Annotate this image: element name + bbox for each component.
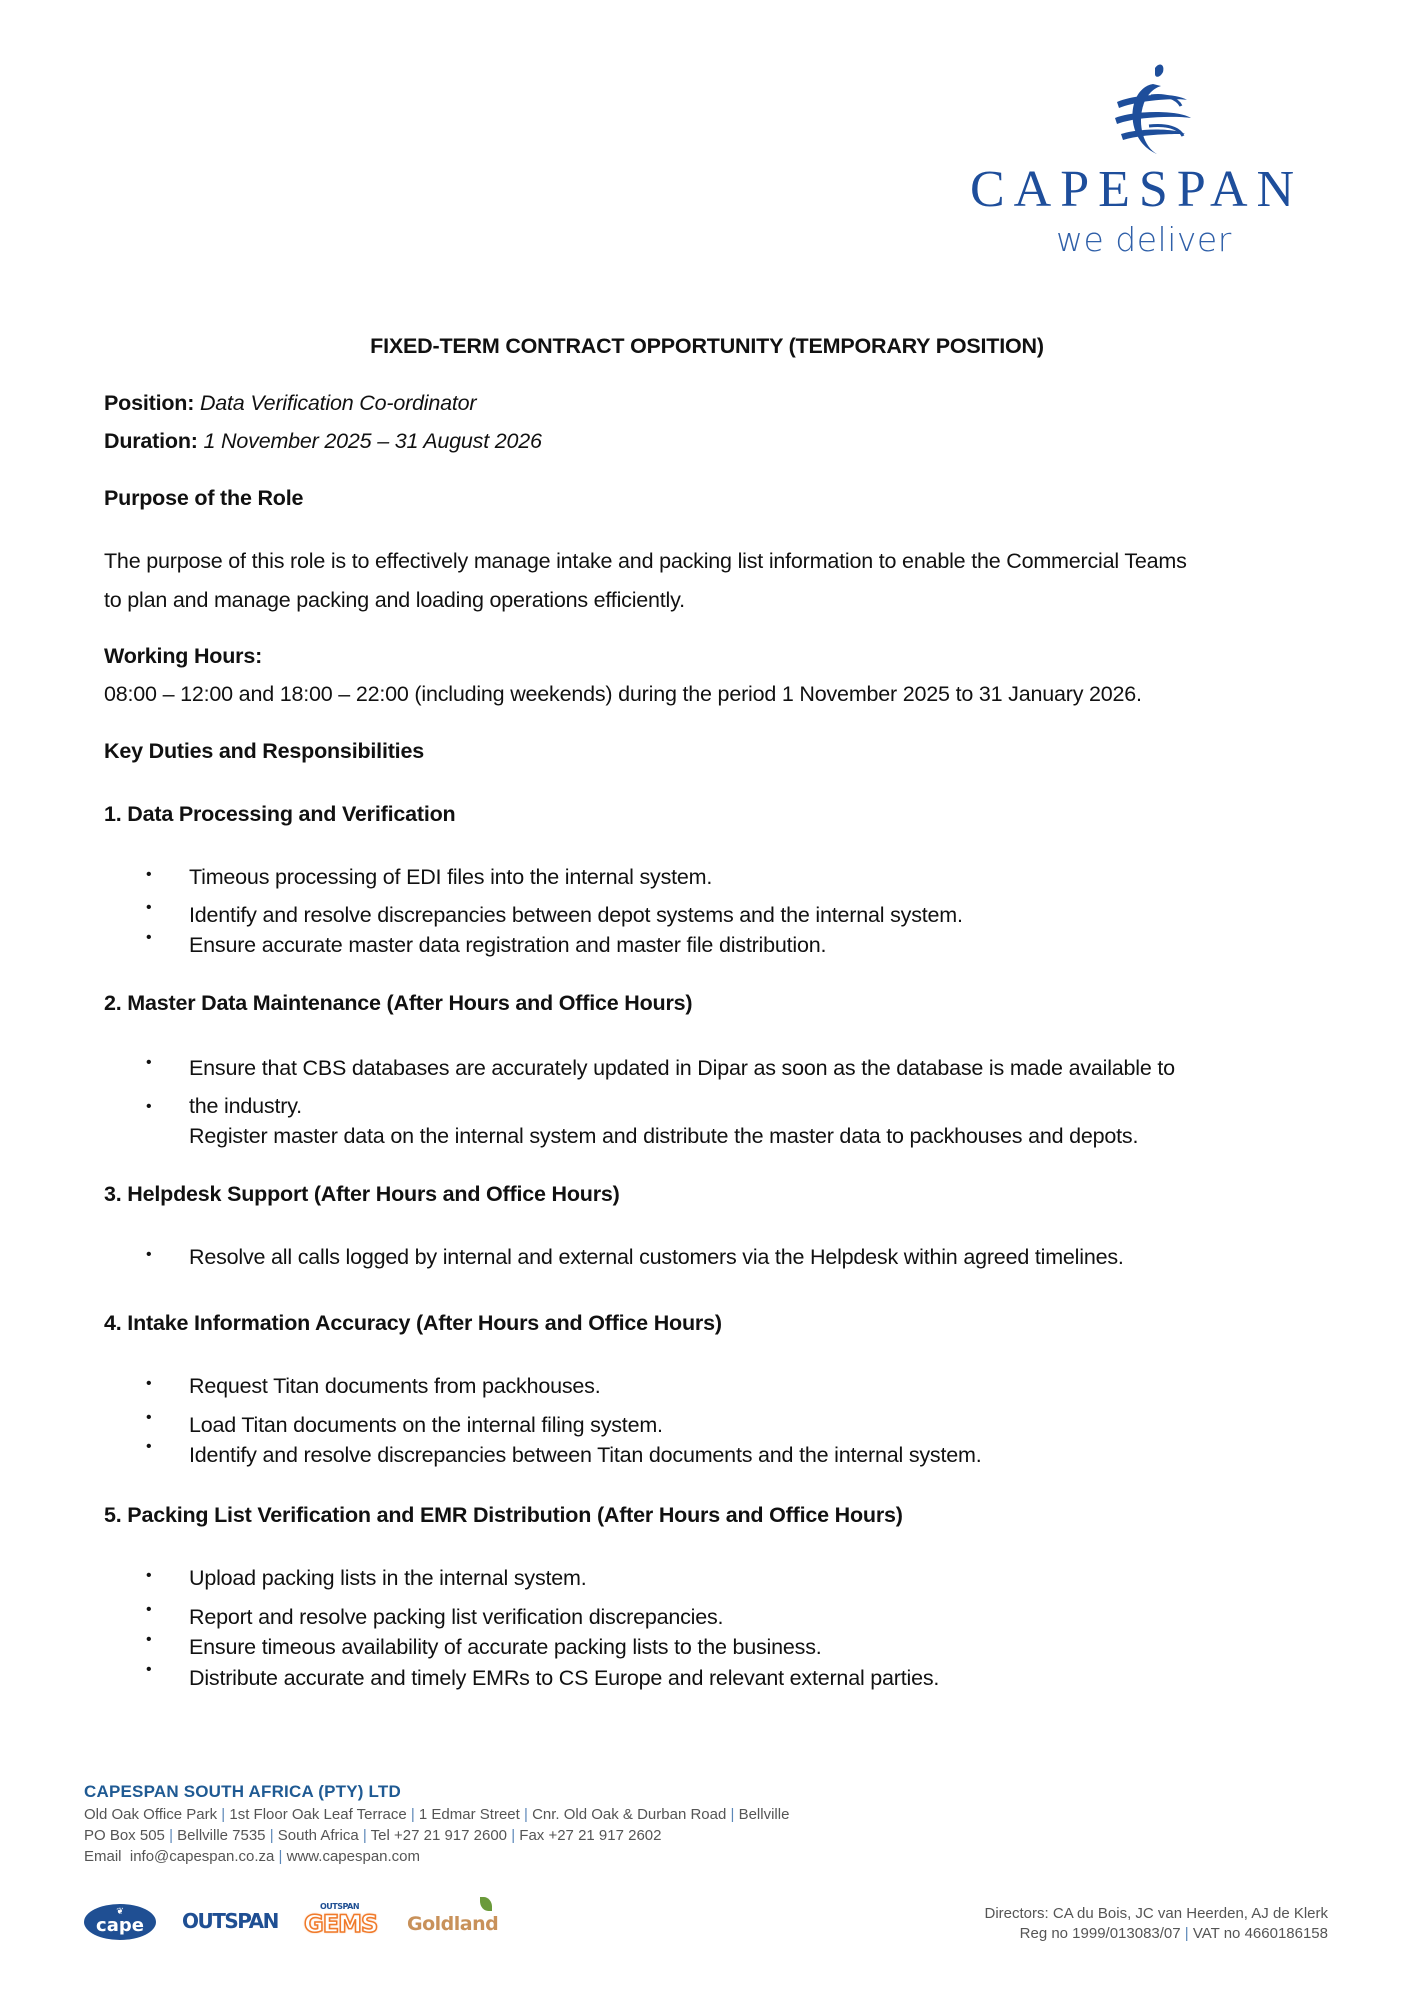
contact-part: Tel +27 21 917 2600 [370, 1827, 508, 1844]
logo-wordmark: CAPESPAN [970, 161, 1304, 218]
purpose-heading: Purpose of the Role [104, 486, 304, 510]
working-hours-text: 08:00 – 12:00 and 18:00 – 22:00 (including weekends) during the period 1 November 2025 to 31 January 2026. [104, 682, 1142, 706]
duration-value: 1 November 2025 – 31 August 2026 [203, 429, 542, 453]
position-line [104, 391, 476, 416]
goldland-brand-logo: Goldland [407, 1913, 499, 1935]
duties-heading: Key Duties and Responsibilities [104, 739, 424, 763]
list-item: Load Titan documents on the internal filing system. [189, 1413, 663, 1437]
purpose-text-line-1: The purpose of this role is to effectively manage intake and packing list information to enable the Commercial Teams [104, 549, 1187, 573]
bullet-icon: • [146, 1601, 152, 1618]
list-item: Ensure that CBS databases are accurately updated in Dipar as soon as the database is made available to [189, 1056, 1175, 1080]
address-part: Cnr. Old Oak & Durban Road [532, 1806, 727, 1823]
gems-brand-top: OUTSPAN [320, 1902, 360, 1911]
email-label: Email [84, 1848, 122, 1865]
list-item: the industry. [189, 1094, 302, 1118]
section-heading-2: 2. Master Data Maintenance (After Hours and Office Hours) [104, 991, 693, 1015]
outspan-brand-logo: OUTSPAN [182, 1909, 278, 1933]
email-link[interactable]: info@capespan.co.za [129, 1848, 275, 1865]
capespan-logo [970, 62, 1350, 272]
list-item: Register master data on the internal system and distribute the master data to packhouses and depots. [189, 1124, 1139, 1148]
bullet-icon: • [146, 1098, 152, 1115]
cape-brand-logo [84, 1904, 156, 1940]
address-part: Bellville [738, 1806, 790, 1823]
bullet-icon: • [146, 899, 152, 916]
bullet-icon: • [146, 929, 152, 946]
duration-label: Duration: [104, 429, 198, 453]
working-hours-heading: Working Hours: [104, 644, 263, 668]
purpose-text-line-2: to plan and manage packing and loading operations efficiently. [104, 588, 685, 612]
position-label: Position: [104, 391, 195, 415]
leaf-icon: ❦ [116, 1906, 124, 1916]
section-heading-1: 1. Data Processing and Verification [104, 802, 456, 826]
goldland-leaf-icon [480, 1897, 492, 1911]
bullet-icon: • [146, 1438, 152, 1455]
list-item: Resolve all calls logged by internal and external customers via the Helpdesk within agreed timelines. [189, 1245, 1124, 1269]
list-item: Upload packing lists in the internal system. [189, 1566, 587, 1590]
bullet-icon: • [146, 1375, 152, 1392]
position-value: Data Verification Co-ordinator [199, 391, 477, 415]
bullet-icon: • [146, 866, 152, 883]
gems-brand-logo: GEMS [304, 1910, 378, 1938]
footer-company-name: CAPESPAN SOUTH AFRICA (PTY) LTD [84, 1782, 401, 1801]
page-title: FIXED-TERM CONTRACT OPPORTUNITY (TEMPORARY POSITION) [370, 334, 1044, 358]
list-item: Ensure timeous availability of accurate packing lists to the business. [189, 1635, 822, 1659]
bullet-icon: • [146, 1567, 152, 1584]
contact-part: South Africa [277, 1827, 359, 1844]
duration-line [104, 429, 542, 454]
list-item: Distribute accurate and timely EMRs to CS Europe and relevant external parties. [189, 1666, 940, 1690]
bullet-icon: • [146, 1409, 152, 1426]
bullet-icon: • [146, 1661, 152, 1678]
list-item: Identify and resolve discrepancies between Titan documents and the internal system. [189, 1443, 982, 1467]
contact-part: Fax +27 21 917 2602 [519, 1827, 662, 1844]
cape-brand-text: cape [96, 1914, 144, 1936]
bullet-icon: • [146, 1631, 152, 1648]
logo-tagline: we deliver [1056, 220, 1232, 259]
footer-directors: Directors: CA du Bois, JC van Heerden, AJ de Klerk [984, 1905, 1328, 1922]
address-part: Old Oak Office Park [84, 1806, 218, 1823]
contact-part: Bellville 7535 [177, 1827, 266, 1844]
contact-part: PO Box 505 [84, 1827, 165, 1844]
footer-reg-vat: Reg no 1999/013083/07 | VAT no 4660186158 [1019, 1925, 1328, 1942]
footer-address: Old Oak Office Park | 1st Floor Oak Leaf Terrace | 1 Edmar Street | Cnr. Old Oak & Durban Road | Bellville [84, 1806, 790, 1823]
address-part: 1 Edmar Street [418, 1806, 520, 1823]
capespan-globe-icon [1105, 62, 1195, 162]
bullet-icon: • [146, 1054, 152, 1071]
bullet-icon: • [146, 1246, 152, 1263]
section-heading-5: 5. Packing List Verification and EMR Distribution (After Hours and Office Hours) [104, 1503, 903, 1527]
website-link[interactable]: www.capespan.com [286, 1848, 421, 1865]
vat-number: VAT no 4660186158 [1192, 1925, 1328, 1942]
reg-number: Reg no 1999/013083/07 [1019, 1925, 1181, 1942]
list-item: Ensure accurate master data registration and master file distribution. [189, 933, 827, 957]
list-item: Request Titan documents from packhouses. [189, 1374, 601, 1398]
footer-email-web: Email info@capespan.co.za | www.capespan.com [84, 1848, 421, 1865]
list-item: Report and resolve packing list verification discrepancies. [189, 1605, 724, 1629]
section-heading-4: 4. Intake Information Accuracy (After Hours and Office Hours) [104, 1311, 722, 1335]
list-item: Identify and resolve discrepancies between depot systems and the internal system. [189, 903, 963, 927]
list-item: Timeous processing of EDI files into the internal system. [189, 865, 713, 889]
address-part: 1st Floor Oak Leaf Terrace [229, 1806, 407, 1823]
footer-contact: PO Box 505 | Bellville 7535 | South Africa | Tel +27 21 917 2600 | Fax +27 21 917 2602 [84, 1827, 662, 1844]
section-heading-3: 3. Helpdesk Support (After Hours and Office Hours) [104, 1182, 620, 1206]
